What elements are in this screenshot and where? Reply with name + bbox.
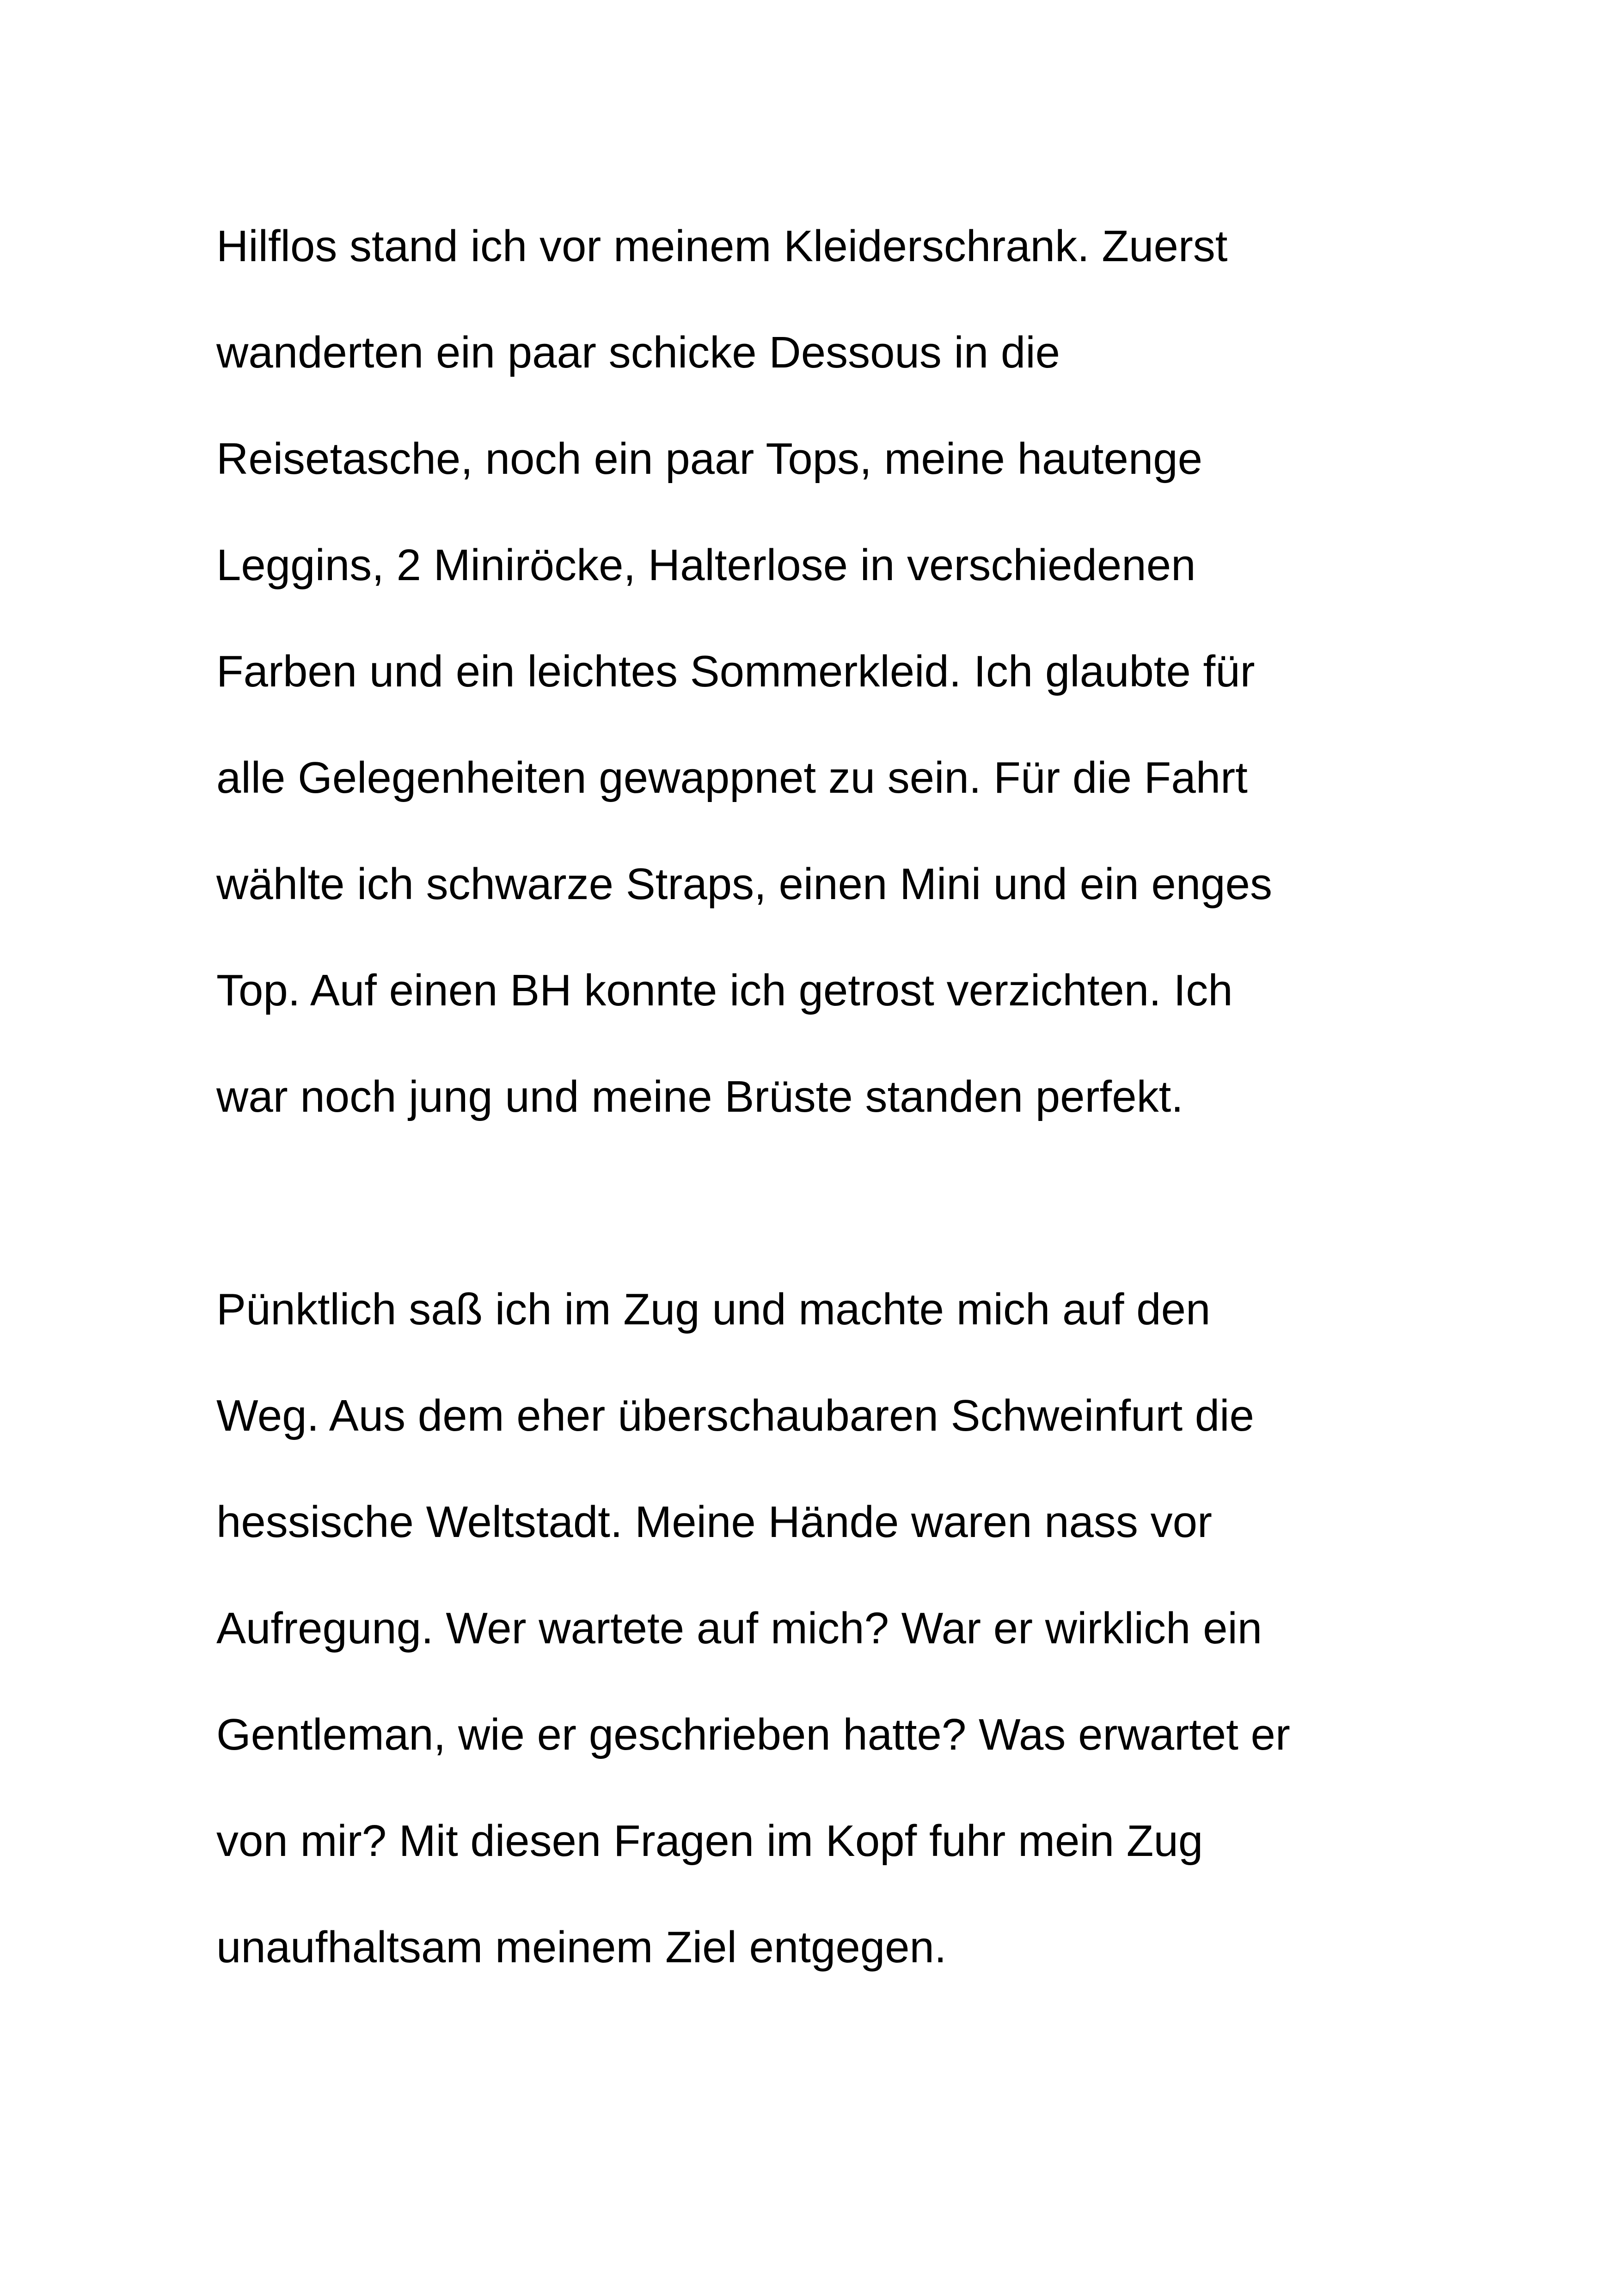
paragraph-line: Hilflos stand ich vor meinem Kleiderschrank. Zuerst <box>216 221 1228 271</box>
paragraph-line: Leggins, 2 Miniröcke, Halterlose in verschiedenen <box>216 540 1196 590</box>
paragraph-line: Top. Auf einen BH konnte ich getrost verzichten. Ich <box>216 966 1233 1015</box>
paragraph-line: alle Gelegenheiten gewappnet zu sein. Für die Fahrt <box>216 753 1248 802</box>
paragraph-line: Reisetasche, noch ein paar Tops, meine hautenge <box>216 434 1202 484</box>
paragraph-line: Gentleman, wie er geschrieben hatte? Was erwartet er <box>216 1710 1290 1759</box>
paragraph-line: wählte ich schwarze Straps, einen Mini und ein enges <box>216 859 1272 909</box>
paragraph-line: hessische Weltstadt. Meine Hände waren nass vor <box>216 1497 1212 1547</box>
paragraph-line: Aufregung. Wer wartete auf mich? War er wirklich ein <box>216 1604 1263 1653</box>
paragraph-line: von mir? Mit diesen Fragen im Kopf fuhr mein Zug <box>216 1816 1203 1866</box>
paragraph-line: wanderten ein paar schicke Dessous in die <box>216 328 1060 377</box>
paragraph-line: Farben und ein leichtes Sommerkleid. Ich glaubte für <box>216 647 1255 696</box>
paragraph-line: unaufhaltsam meinem Ziel entgegen. <box>216 1923 947 1972</box>
paragraph-line: war noch jung und meine Brüste standen perfekt. <box>216 1072 1183 1121</box>
paragraph-line: Pünktlich saß ich im Zug und machte mich auf den <box>216 1285 1211 1334</box>
paragraph-line: Weg. Aus dem eher überschaubaren Schweinfurt die <box>216 1391 1254 1440</box>
